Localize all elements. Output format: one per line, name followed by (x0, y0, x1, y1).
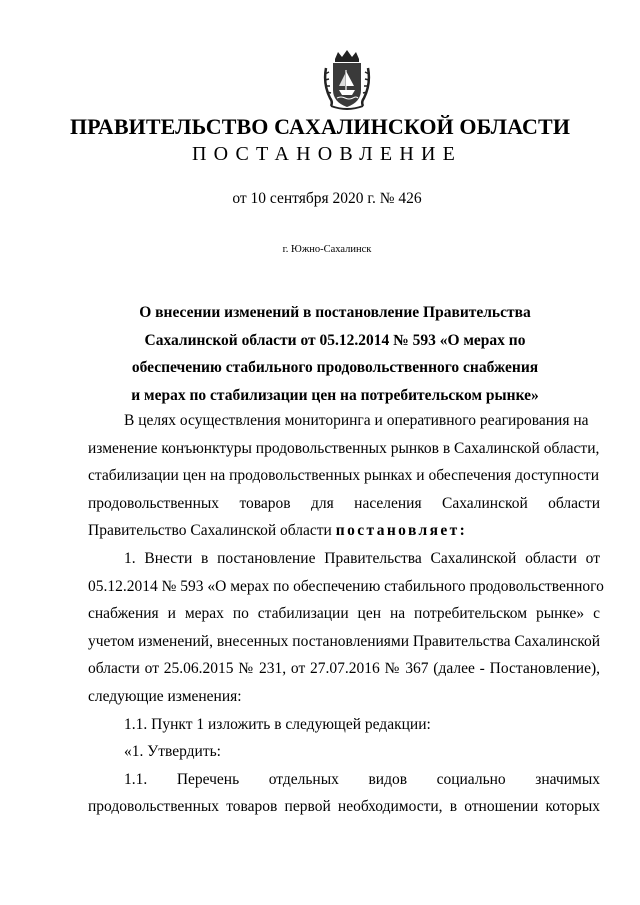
paragraph-5-line: продовольственных товаров первой необходимости, в отношении которых (88, 798, 600, 816)
resolves-keyword: постановляет: (335, 522, 468, 540)
document-type: ПОСТАНОВЛЕНИЕ (191, 143, 463, 165)
paragraph-2-line: 05.12.2014 № 593 «О мерах по обеспечению стабильного продовольственного (88, 577, 604, 595)
paragraph-5-line: 1.1. Перечень отдельных видов социально значимых (124, 770, 600, 788)
title-line: Сахалинской области от 05.12.2014 № 593 «О мерах по (144, 331, 526, 349)
paragraph-1-line (88, 517, 600, 545)
document-date-number: от 10 сентября 2020 г. № 426 (232, 190, 422, 207)
paragraph-2-line: учетом изменений, внесенных постановлениями Правительства Сахалинской (88, 632, 601, 650)
paragraph-3-line: 1.1. Пункт 1 изложить в следующей редакции: (124, 715, 431, 733)
paragraph-1-line: В целях осуществления мониторинга и оперативного реагирования на (124, 412, 589, 429)
paragraph-2-line: следующие изменения: (88, 687, 242, 705)
paragraph-1-line: продовольственных товаров для населения Сахалинской области (88, 494, 600, 512)
paragraph-4-line: «1. Утвердить: (124, 743, 221, 761)
document-body (88, 407, 604, 821)
title-line: и мерах по стабилизации цен на потребительском рынке» (131, 386, 539, 404)
title-line: обеспечению стабильного продовольственного снабжения (131, 359, 539, 377)
paragraph-1-line: изменение конъюнктуры продовольственных рынков в Сахалинской области, (88, 439, 600, 457)
organization-name: ПРАВИТЕЛЬСТВО САХАЛИНСКОЙ ОБЛАСТИ (69, 114, 571, 139)
document-city: г. Южно-Сахалинск (282, 244, 372, 255)
coat-of-arms-icon (323, 50, 371, 112)
document-title (90, 304, 580, 414)
paragraph-2-line: области от 25.06.2015 № 231, от 27.07.2016 № 367 (далее - Постановление), (88, 660, 600, 678)
paragraph-2-line: снабжения и мерах по стабилизации цен на потребительском рынке» с (88, 605, 600, 623)
paragraph-1-line: стабилизации цен на продовольственных рынках и обеспечения доступности (88, 467, 599, 485)
paragraph-2-line: 1. Внести в постановление Правительства Сахалинской области от (124, 549, 600, 567)
title-line: О внесении изменений в постановление Правительства (139, 304, 531, 321)
resolution-text: Правительство Сахалинской области (88, 522, 336, 540)
